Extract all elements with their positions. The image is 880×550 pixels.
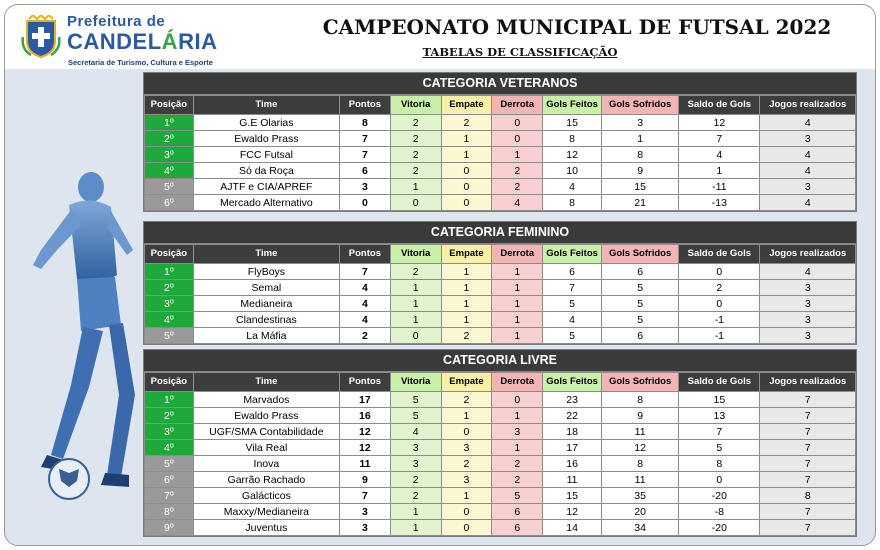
losses-cell: 1 [492, 147, 543, 163]
goal-difference-cell: -20 [679, 488, 760, 504]
col-derrota: Derrota [492, 245, 543, 264]
team-cell: Vila Real [193, 440, 339, 456]
games-played-cell: 4 [760, 163, 856, 179]
goal-difference-cell: -8 [679, 504, 760, 520]
position-cell: 3º [145, 424, 194, 440]
table-row [145, 504, 856, 520]
games-played-cell: 4 [760, 115, 856, 131]
category-title: CATEGORIA VETERANOS [144, 73, 856, 95]
col-derrota: Derrota [492, 373, 543, 392]
standings-table [144, 95, 856, 211]
goals-against-cell: 34 [602, 520, 679, 536]
position-cell: 5º [145, 456, 194, 472]
col-gols-feitos: Gols Feitos [543, 373, 602, 392]
col-empate: Empate [441, 96, 492, 115]
wins-cell: 3 [390, 440, 441, 456]
page-subtitle: TABELAS DE CLASSIFICAÇÃO [422, 45, 618, 59]
goals-against-cell: 11 [602, 424, 679, 440]
category-title: CATEGORIA FEMININO [144, 222, 856, 244]
wins-cell: 1 [390, 312, 441, 328]
goal-difference-cell: -1 [679, 328, 760, 344]
goals-against-cell: 3 [602, 115, 679, 131]
goal-difference-cell: 1 [679, 163, 760, 179]
losses-cell: 3 [492, 424, 543, 440]
table-row [145, 392, 856, 408]
position-cell: 3º [145, 147, 194, 163]
table-row [145, 328, 856, 344]
draws-cell: 1 [441, 296, 492, 312]
losses-cell: 0 [492, 131, 543, 147]
wins-cell: 2 [390, 472, 441, 488]
points-cell: 11 [340, 456, 391, 472]
logo-prefix: Prefeitura de [67, 13, 166, 30]
wins-cell: 2 [390, 115, 441, 131]
table-feminino [143, 221, 857, 345]
goals-against-cell: 6 [602, 328, 679, 344]
table-row [145, 408, 856, 424]
games-played-cell: 7 [760, 456, 856, 472]
table-row [145, 163, 856, 179]
goal-difference-cell: 8 [679, 456, 760, 472]
table-row [145, 456, 856, 472]
col-gols-sofridos: Gols Sofridos [602, 373, 679, 392]
team-cell: Semal [193, 280, 339, 296]
goals-for-cell: 8 [543, 131, 602, 147]
team-cell: Maxxy/Medianeira [193, 504, 339, 520]
table-row [145, 424, 856, 440]
table-row [145, 195, 856, 211]
team-cell: UGF/SMA Contabilidade [193, 424, 339, 440]
goals-for-cell: 15 [543, 488, 602, 504]
team-cell: Marvados [193, 392, 339, 408]
goals-against-cell: 8 [602, 147, 679, 163]
draws-cell: 1 [441, 312, 492, 328]
goal-difference-cell: 13 [679, 408, 760, 424]
table-row [145, 312, 856, 328]
goal-difference-cell: 0 [679, 472, 760, 488]
goals-for-cell: 23 [543, 392, 602, 408]
losses-cell: 6 [492, 520, 543, 536]
col-posicao: Posição [145, 96, 194, 115]
header-row [145, 245, 856, 264]
points-cell: 3 [340, 504, 391, 520]
goals-against-cell: 5 [602, 296, 679, 312]
goal-difference-cell: -1 [679, 312, 760, 328]
games-played-cell: 7 [760, 424, 856, 440]
col-jogos: Jogos realizados [760, 96, 856, 115]
logo-city-name [67, 29, 217, 55]
goals-for-cell: 6 [543, 264, 602, 280]
goal-difference-cell: -11 [679, 179, 760, 195]
team-cell: Ewaldo Prass [193, 131, 339, 147]
position-cell: 1º [145, 115, 194, 131]
col-time: Time [193, 373, 339, 392]
header-row [145, 373, 856, 392]
position-cell: 2º [145, 131, 194, 147]
goal-difference-cell: 4 [679, 147, 760, 163]
losses-cell: 1 [492, 296, 543, 312]
logo-city-accent: Á [161, 29, 179, 54]
table-row [145, 280, 856, 296]
draws-cell: 3 [441, 472, 492, 488]
position-cell: 1º [145, 264, 194, 280]
losses-cell: 1 [492, 440, 543, 456]
points-cell: 7 [340, 131, 391, 147]
games-played-cell: 3 [760, 179, 856, 195]
table-row [145, 472, 856, 488]
goals-against-cell: 12 [602, 440, 679, 456]
draws-cell: 0 [441, 504, 492, 520]
wins-cell: 1 [390, 520, 441, 536]
losses-cell: 2 [492, 456, 543, 472]
wins-cell: 5 [390, 392, 441, 408]
goals-for-cell: 5 [543, 328, 602, 344]
goal-difference-cell: 5 [679, 440, 760, 456]
col-posicao: Posição [145, 373, 194, 392]
draws-cell: 2 [441, 392, 492, 408]
col-empate: Empate [441, 245, 492, 264]
team-cell: G.E Olarias [193, 115, 339, 131]
points-cell: 12 [340, 424, 391, 440]
games-played-cell: 3 [760, 131, 856, 147]
table-row [145, 440, 856, 456]
goals-for-cell: 4 [543, 312, 602, 328]
losses-cell: 2 [492, 179, 543, 195]
wins-cell: 1 [390, 179, 441, 195]
team-cell: Mercado Alternativo [193, 195, 339, 211]
draws-cell: 1 [441, 408, 492, 424]
table-row [145, 147, 856, 163]
page-title: CAMPEONATO MUNICIPAL DE FUTSAL 2022 [322, 15, 832, 39]
wins-cell: 3 [390, 456, 441, 472]
goals-for-cell: 8 [543, 195, 602, 211]
games-played-cell: 4 [760, 195, 856, 211]
position-cell: 6º [145, 195, 194, 211]
position-cell: 8º [145, 504, 194, 520]
goals-for-cell: 17 [543, 440, 602, 456]
team-cell: Clandestinas [193, 312, 339, 328]
header-row [145, 96, 856, 115]
position-cell: 2º [145, 280, 194, 296]
goals-for-cell: 22 [543, 408, 602, 424]
goals-for-cell: 14 [543, 520, 602, 536]
points-cell: 3 [340, 520, 391, 536]
points-cell: 3 [340, 179, 391, 195]
goal-difference-cell: 15 [679, 392, 760, 408]
table-livre [143, 349, 857, 537]
draws-cell: 0 [441, 195, 492, 211]
goals-for-cell: 10 [543, 163, 602, 179]
prefeitura-logo [19, 13, 249, 69]
col-pontos: Pontos [340, 96, 391, 115]
points-cell: 7 [340, 488, 391, 504]
col-gols-sofridos: Gols Sofridos [602, 96, 679, 115]
points-cell: 7 [340, 147, 391, 163]
draws-cell: 0 [441, 179, 492, 195]
losses-cell: 5 [492, 488, 543, 504]
col-derrota: Derrota [492, 96, 543, 115]
goals-against-cell: 9 [602, 408, 679, 424]
goal-difference-cell: -13 [679, 195, 760, 211]
goals-against-cell: 8 [602, 392, 679, 408]
col-pontos: Pontos [340, 373, 391, 392]
draws-cell: 2 [441, 115, 492, 131]
wins-cell: 1 [390, 504, 441, 520]
position-cell: 5º [145, 328, 194, 344]
wins-cell: 2 [390, 488, 441, 504]
position-cell: 4º [145, 440, 194, 456]
col-gols-feitos: Gols Feitos [543, 96, 602, 115]
team-cell: FlyBoys [193, 264, 339, 280]
position-cell: 3º [145, 296, 194, 312]
team-cell: AJTF e CIA/APREF [193, 179, 339, 195]
losses-cell: 6 [492, 504, 543, 520]
position-cell: 4º [145, 312, 194, 328]
points-cell: 0 [340, 195, 391, 211]
goals-for-cell: 12 [543, 504, 602, 520]
team-cell: FCC Futsal [193, 147, 339, 163]
losses-cell: 1 [492, 312, 543, 328]
losses-cell: 0 [492, 392, 543, 408]
draws-cell: 1 [441, 147, 492, 163]
goals-for-cell: 16 [543, 456, 602, 472]
goals-against-cell: 20 [602, 504, 679, 520]
table-row [145, 488, 856, 504]
col-pontos: Pontos [340, 245, 391, 264]
goal-difference-cell: 7 [679, 424, 760, 440]
losses-cell: 2 [492, 472, 543, 488]
points-cell: 7 [340, 264, 391, 280]
team-cell: Só da Roça [193, 163, 339, 179]
games-played-cell: 8 [760, 488, 856, 504]
goal-difference-cell: 12 [679, 115, 760, 131]
col-posicao: Posição [145, 245, 194, 264]
points-cell: 6 [340, 163, 391, 179]
wins-cell: 2 [390, 163, 441, 179]
col-saldo: Saldo de Gols [679, 96, 760, 115]
goals-for-cell: 18 [543, 424, 602, 440]
logo-city-part-a: CANDEL [67, 29, 162, 54]
goals-for-cell: 11 [543, 472, 602, 488]
wins-cell: 2 [390, 131, 441, 147]
games-played-cell: 4 [760, 147, 856, 163]
wins-cell: 1 [390, 296, 441, 312]
draws-cell: 0 [441, 163, 492, 179]
goals-against-cell: 5 [602, 312, 679, 328]
wins-cell: 5 [390, 408, 441, 424]
goals-against-cell: 6 [602, 264, 679, 280]
goals-for-cell: 12 [543, 147, 602, 163]
col-empate: Empate [441, 373, 492, 392]
goals-against-cell: 9 [602, 163, 679, 179]
wins-cell: 2 [390, 264, 441, 280]
goals-for-cell: 7 [543, 280, 602, 296]
goal-difference-cell: 0 [679, 264, 760, 280]
points-cell: 4 [340, 312, 391, 328]
games-played-cell: 7 [760, 504, 856, 520]
team-cell: Inova [193, 456, 339, 472]
goals-for-cell: 5 [543, 296, 602, 312]
col-jogos: Jogos realizados [760, 373, 856, 392]
goal-difference-cell: 2 [679, 280, 760, 296]
team-cell: Juventus [193, 520, 339, 536]
games-played-cell: 7 [760, 392, 856, 408]
games-played-cell: 7 [760, 440, 856, 456]
losses-cell: 4 [492, 195, 543, 211]
games-played-cell: 3 [760, 328, 856, 344]
col-time: Time [193, 96, 339, 115]
goals-against-cell: 8 [602, 456, 679, 472]
draws-cell: 1 [441, 264, 492, 280]
points-cell: 2 [340, 328, 391, 344]
col-vitoria: Vitoria [390, 373, 441, 392]
draws-cell: 0 [441, 520, 492, 536]
points-cell: 4 [340, 280, 391, 296]
points-cell: 4 [340, 296, 391, 312]
points-cell: 12 [340, 440, 391, 456]
goals-for-cell: 4 [543, 179, 602, 195]
col-time: Time [193, 245, 339, 264]
table-row [145, 520, 856, 536]
losses-cell: 1 [492, 328, 543, 344]
losses-cell: 0 [492, 115, 543, 131]
games-played-cell: 7 [760, 408, 856, 424]
draws-cell: 1 [441, 488, 492, 504]
team-cell: Medianeira [193, 296, 339, 312]
position-cell: 1º [145, 392, 194, 408]
table-row [145, 179, 856, 195]
col-gols-sofridos: Gols Sofridos [602, 245, 679, 264]
col-saldo: Saldo de Gols [679, 373, 760, 392]
logo-city-part-c: RIA [178, 29, 218, 54]
standings-table [144, 372, 856, 536]
futsal-player-illustration [11, 155, 141, 515]
wins-cell: 0 [390, 328, 441, 344]
points-cell: 17 [340, 392, 391, 408]
goal-difference-cell: -20 [679, 520, 760, 536]
games-played-cell: 3 [760, 296, 856, 312]
team-cell: Garrão Rachado [193, 472, 339, 488]
col-jogos: Jogos realizados [760, 245, 856, 264]
draws-cell: 1 [441, 131, 492, 147]
position-cell: 7º [145, 488, 194, 504]
logo-subtitle: Secretaria de Turismo, Cultura e Esporte [68, 58, 213, 67]
games-played-cell: 7 [760, 472, 856, 488]
table-veteranos [143, 72, 857, 212]
team-cell: Galácticos [193, 488, 339, 504]
goals-against-cell: 5 [602, 280, 679, 296]
draws-cell: 1 [441, 280, 492, 296]
team-cell: Ewaldo Prass [193, 408, 339, 424]
page-frame [4, 4, 876, 546]
points-cell: 16 [340, 408, 391, 424]
games-played-cell: 7 [760, 520, 856, 536]
table-row [145, 131, 856, 147]
table-row [145, 264, 856, 280]
games-played-cell: 3 [760, 280, 856, 296]
goals-against-cell: 11 [602, 472, 679, 488]
goals-against-cell: 15 [602, 179, 679, 195]
col-vitoria: Vitoria [390, 96, 441, 115]
losses-cell: 2 [492, 163, 543, 179]
games-played-cell: 3 [760, 312, 856, 328]
goal-difference-cell: 7 [679, 131, 760, 147]
position-cell: 4º [145, 163, 194, 179]
col-vitoria: Vitoria [390, 245, 441, 264]
goals-against-cell: 21 [602, 195, 679, 211]
draws-cell: 3 [441, 440, 492, 456]
team-cell: La Máfia [193, 328, 339, 344]
games-played-cell: 4 [760, 264, 856, 280]
losses-cell: 1 [492, 280, 543, 296]
points-cell: 8 [340, 115, 391, 131]
city-crest-icon [21, 15, 61, 59]
col-saldo: Saldo de Gols [679, 245, 760, 264]
losses-cell: 1 [492, 408, 543, 424]
wins-cell: 4 [390, 424, 441, 440]
wins-cell: 0 [390, 195, 441, 211]
goal-difference-cell: 0 [679, 296, 760, 312]
goals-against-cell: 1 [602, 131, 679, 147]
col-gols-feitos: Gols Feitos [543, 245, 602, 264]
position-cell: 9º [145, 520, 194, 536]
goals-against-cell: 35 [602, 488, 679, 504]
category-title: CATEGORIA LIVRE [144, 350, 856, 372]
goals-for-cell: 15 [543, 115, 602, 131]
draws-cell: 0 [441, 424, 492, 440]
losses-cell: 1 [492, 264, 543, 280]
table-row [145, 115, 856, 131]
points-cell: 9 [340, 472, 391, 488]
position-cell: 2º [145, 408, 194, 424]
table-row [145, 296, 856, 312]
draws-cell: 2 [441, 328, 492, 344]
standings-table [144, 244, 856, 344]
wins-cell: 1 [390, 280, 441, 296]
wins-cell: 2 [390, 147, 441, 163]
position-cell: 5º [145, 179, 194, 195]
position-cell: 6º [145, 472, 194, 488]
draws-cell: 2 [441, 456, 492, 472]
